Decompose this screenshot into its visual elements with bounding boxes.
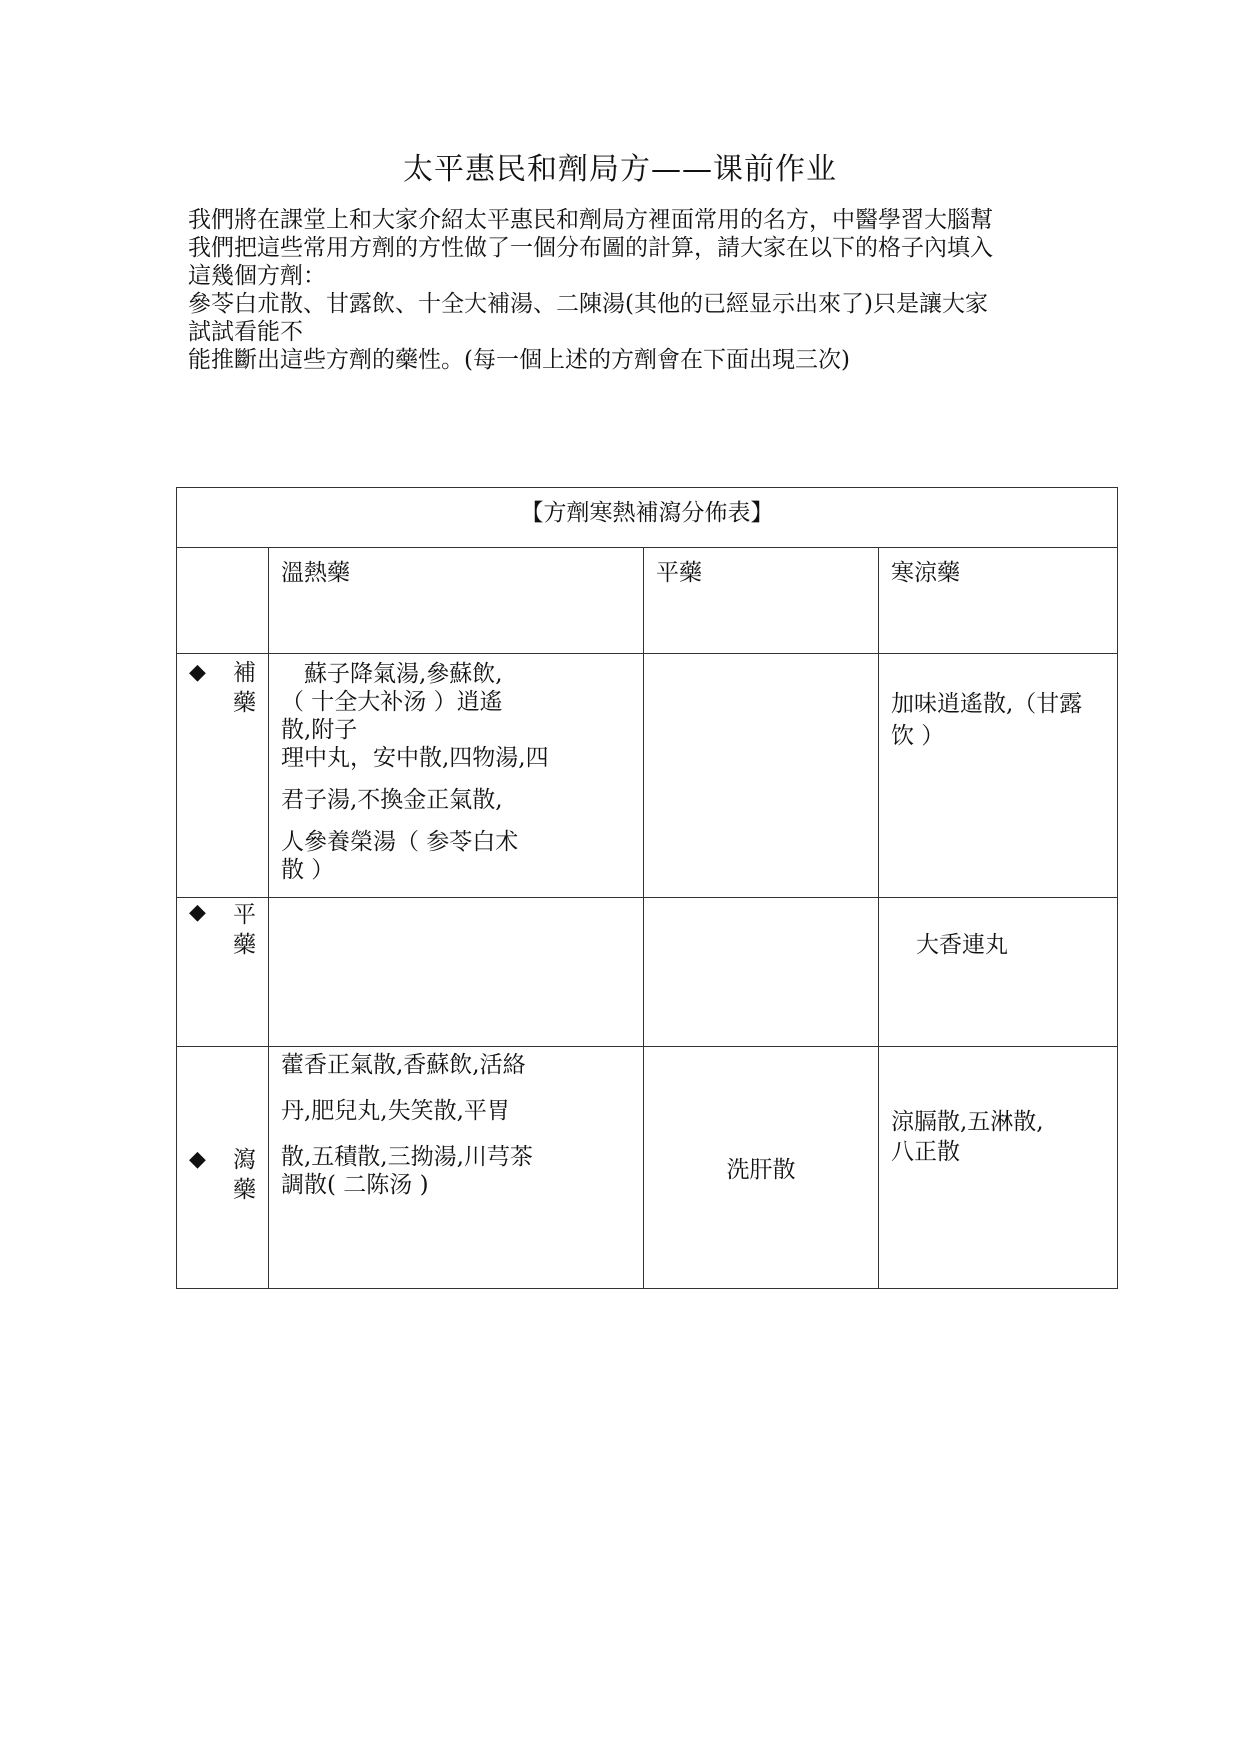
row-label-text: 平藥 [233, 902, 256, 959]
intro-line: 參苓白朮散、甘露飲、十全大補湯、二陳湯(其他的已經显示出來了)只是讓大家 [188, 291, 988, 317]
col-header-warm: 溫熱藥 [269, 548, 644, 654]
cell-neutral-warm[interactable] [269, 898, 644, 1047]
diamond-bullet-icon: ◆ [189, 900, 206, 926]
cell-line: 丹,肥兒丸,失笑散,平胃 [281, 1098, 510, 1125]
intro-line: 試試看能不 [188, 319, 303, 345]
cell-tonify-cold[interactable] [879, 654, 1118, 898]
row-label-neutral [177, 898, 269, 1047]
cell-line: （ 十全大补汤 ）逍遙 [281, 689, 503, 716]
page-title: 太平惠民和劑局方——课前作业 [403, 152, 837, 187]
cell-line: 人參養榮湯（ 参苓白术 [281, 829, 519, 856]
col-header-cold: 寒涼藥 [879, 548, 1118, 654]
cell-line: 八正散 [891, 1139, 960, 1166]
cell-line: 藿香正氣散,香蘇飲,活絡 [281, 1052, 526, 1079]
cell-line: 加味逍遙散,（甘露 [891, 691, 1083, 718]
table-caption: 【方劑寒熱補瀉分佈表】 [177, 488, 1118, 548]
intro-line: 能推斷出這些方劑的藥性。(每一個上述的方劑會在下面出現三次) [188, 347, 850, 373]
cell-purge-neutral[interactable]: 洗肝散 [644, 1047, 879, 1289]
diamond-bullet-icon: ◆ [189, 660, 206, 686]
row-label-text: 瀉藥 [233, 1147, 256, 1204]
cell-line: 散 ） [281, 857, 335, 884]
intro-line: 這幾個方劑： [188, 263, 326, 289]
diamond-bullet-icon: ◆ [189, 1147, 206, 1173]
cell-line: 君子湯,不換金正氣散, [281, 787, 503, 814]
cell-line: 大香連丸 [916, 932, 1008, 959]
row-label-purge [177, 1047, 269, 1289]
cell-line: 饮 ） [891, 723, 945, 750]
cell-neutral-cold[interactable] [879, 898, 1118, 1047]
cell-line: 蘇子降氣湯,參蘇飲, [281, 661, 503, 688]
cell-line: 理中丸，安中散,四物湯,四 [281, 745, 549, 772]
corner-cell [177, 548, 269, 654]
formula-distribution-table [176, 487, 1118, 1289]
cell-line: 調散( 二陈汤 ) [281, 1172, 429, 1199]
cell-tonify-neutral[interactable] [644, 654, 879, 898]
cell-purge-warm[interactable] [269, 1047, 644, 1289]
cell-purge-cold[interactable] [879, 1047, 1118, 1289]
cell-tonify-warm[interactable] [269, 654, 644, 898]
cell-neutral-neutral[interactable] [644, 898, 879, 1047]
cell-line: 涼膈散,五淋散, [891, 1109, 1044, 1136]
intro-paragraph [188, 206, 1068, 374]
col-header-neutral: 平藥 [644, 548, 879, 654]
row-label-tonify [177, 654, 269, 898]
intro-line: 我們將在課堂上和大家介紹太平惠民和劑局方裡面常用的名方，中醫學習大腦幫 [188, 207, 993, 233]
cell-line: 散,五積散,三拗湯,川芎茶 [281, 1144, 533, 1171]
intro-line: 我們把這些常用方劑的方性做了一個分布圖的計算，請大家在以下的格子內填入 [188, 235, 993, 261]
cell-line: 散,附子 [281, 717, 358, 744]
row-label-text: 補藥 [233, 660, 256, 717]
